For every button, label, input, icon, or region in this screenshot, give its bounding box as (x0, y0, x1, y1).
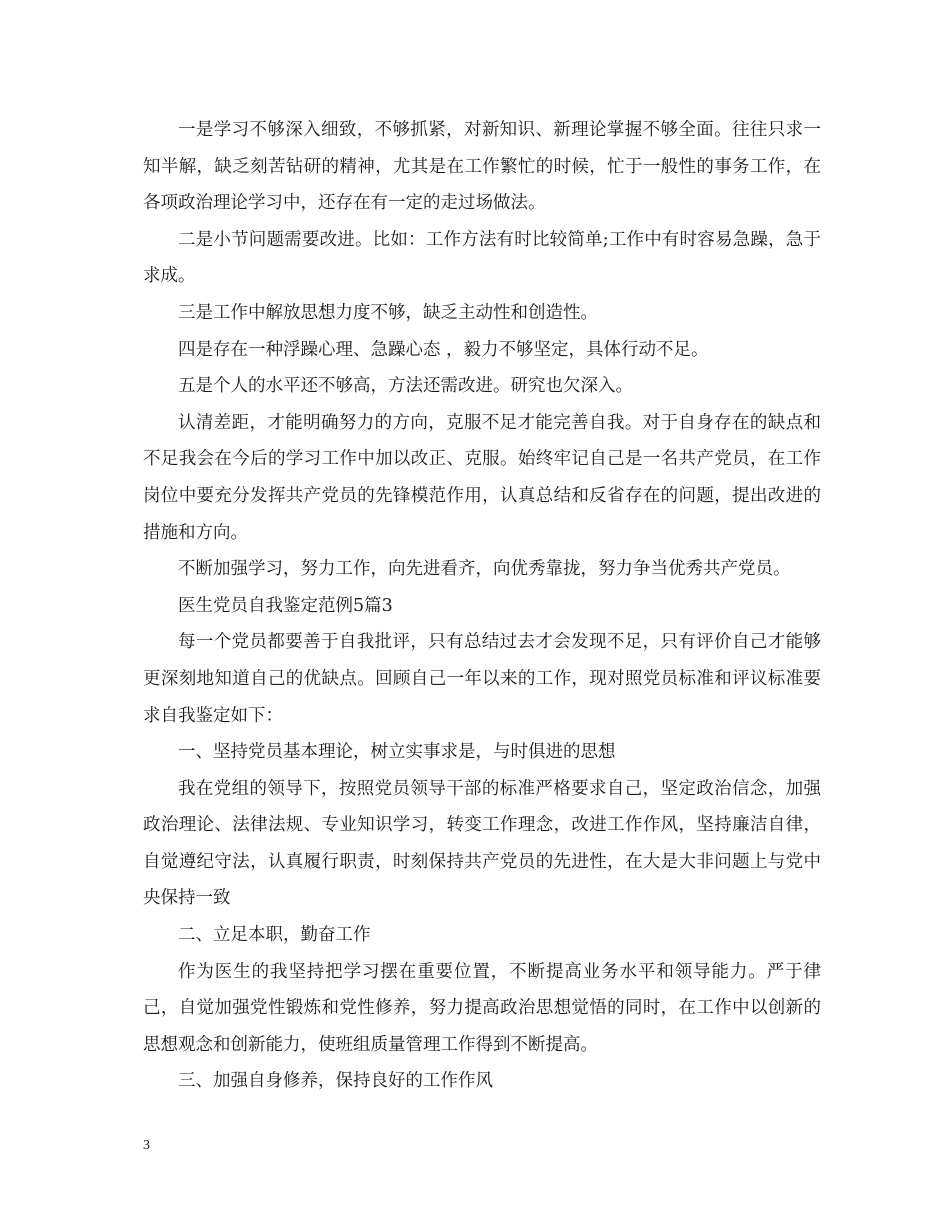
paragraph: 认清差距，才能明确努力的方向，克服不足才能完善自我。对于自身存在的缺点和不足我会在今后的学习工作中加以改正、克服。始终牢记自己是一名共产党员，在工作岗位中要充分发挥共产党员的先锋模范作用，认真总结和反省存在的问题，提出改进的措施和方向。 (143, 412, 821, 543)
section-title: 医生党员自我鉴定范例5篇3 (178, 595, 393, 616)
page-number: 3 (143, 1138, 150, 1153)
paragraph: 二是小节问题需要改进。比如：工作方法有时比较简单;工作中有时容易急躁，急于求成。 (143, 229, 821, 287)
paragraph: 不断加强学习，努力工作，向先进看齐，向优秀靠拢，努力争当优秀共产党员。 (178, 559, 791, 580)
paragraph: 作为医生的我坚持把学习摆在重要位置，不断提高业务水平和领导能力。严于律己，自觉加强党性锻炼和党性修养，努力提高政治思想觉悟的同时，在工作中以创新的思想观念和创新能力，使班组质量管理工作得到不断提高。 (143, 961, 821, 1055)
section-heading: 二、立足本职，勤奋工作 (178, 925, 371, 946)
paragraph: 一是学习不够深入细致，不够抓紧，对新知识、新理论掌握不够全面。往往只求一知半解，缺乏刻苦钻研的精神，尤其是在工作繁忙的时候，忙于一般性的事务工作，在各项政治理论学习中，还存在有一定的走过场做法。 (143, 120, 821, 214)
paragraph: 四是存在一种浮躁心理、急躁心态 ，毅力不够坚定，具体行动不足。 (178, 339, 709, 360)
paragraph: 五是个人的水平还不够高，方法还需改进。研究也欠深入。 (178, 376, 633, 397)
paragraph: 三是工作中解放思想力度不够，缺乏主动性和创造性。 (178, 302, 598, 323)
paragraph: 每一个党员都要善于自我批评，只有总结过去才会发现不足，只有评价自己才能够更深刻地知道自己的优缺点。回顾自己一年以来的工作，现对照党员标准和评议标准要求自我鉴定如下： (143, 632, 821, 726)
section-heading: 一、坚持党员基本理论，树立实事求是，与时俱进的思想 (178, 742, 616, 763)
document-body (143, 112, 821, 1100)
section-heading: 三、加强自身修养，保持良好的工作作风 (178, 1071, 493, 1092)
paragraph: 我在党组的领导下，按照党员领导干部的标准严格要求自己，坚定政治信念，加强政治理论、法律法规、专业知识学习，转变工作理念，改进工作作风，坚持廉洁自律，自觉遵纪守法，认真履行职责，时刻保持共产党员的先进性，在大是大非问题上与党中央保持一致 (143, 778, 821, 909)
